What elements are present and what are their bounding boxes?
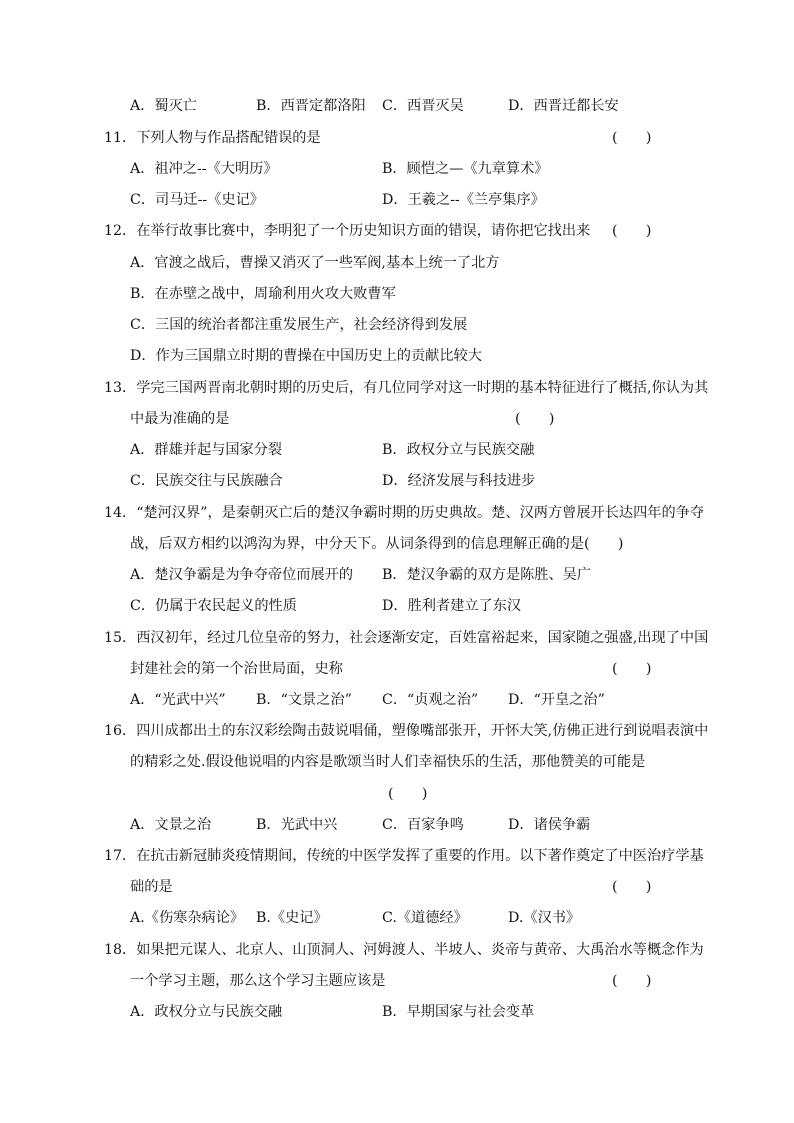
q16-stem-line1: 16．四川成都出土的东汉彩绘陶击鼓说唱俑，塑像嘴部张开，开怀大笑,仿佛正进行到说唱表演中 <box>104 723 709 739</box>
q16-stem-line2: 的精彩之处.假设他说唱的内容是歌颂当时人们幸福快乐的生活，那他赞美的可能是 <box>130 754 646 770</box>
q17-option-c: C.《道德经》 <box>382 910 468 926</box>
q13-answer-bracket: ( ) <box>515 411 555 427</box>
q10-option-c: C．西晋灭吴 <box>382 98 464 114</box>
q17-stem-line1: 17．在抗击新冠肺炎疫情期间，传统的中医学发挥了重要的作用。以下著作奠定了中医治疗学基 <box>104 848 704 864</box>
q11-option-b: B．顾恺之—《九章算术》 <box>382 161 549 177</box>
q12-answer-bracket: ( ) <box>612 223 652 239</box>
q16-bracket-row <box>0 783 794 805</box>
q15-option-c: C．“贞观之治” <box>382 692 479 708</box>
q13-options-row2 <box>0 470 794 492</box>
q15-stem-line2: 封建社会的第一个治世局面，史称 <box>130 661 343 677</box>
q17-options <box>0 907 794 929</box>
q14-options-row1 <box>0 564 794 586</box>
q18-option-a: A．政权分立与民族交融 <box>130 1004 283 1020</box>
q17-option-b: B.《史记》 <box>256 910 328 926</box>
q17-option-d: D.《汉书》 <box>508 910 581 926</box>
q13-stem-line2: 中最为准确的是 <box>130 411 230 427</box>
q17-bracket-row <box>0 876 794 898</box>
q14-answer-bracket: ( ) <box>584 536 624 552</box>
q13-option-b: B．政权分立与民族交融 <box>382 442 535 458</box>
q14-stem-line2-text: 战，后双方相约以鸿沟为界，中分天下。从词条得到的信息理解正确的是 <box>130 536 585 552</box>
q16-option-d: D．诸侯争霸 <box>508 817 591 833</box>
q14-stem-line1: 14．“楚河汉界”，是秦朝灭亡后的楚汉争霸时期的历史典故。楚、汉两方曾展开长达四年的争夺 <box>104 505 705 521</box>
q12-bracket-row <box>0 220 794 242</box>
q13-option-a: A．群雄并起与国家分裂 <box>130 442 283 458</box>
q18-answer-bracket: ( ) <box>612 973 652 989</box>
q10-option-d: D．西晋迁都长安 <box>508 98 619 114</box>
q15-bracket-row <box>0 658 794 680</box>
q11-option-d: D．王羲之--《兰亭集序》 <box>382 192 545 208</box>
q12-option-b: B．在赤壁之战中，周瑜利用火攻大败曹军 <box>130 286 396 302</box>
q13-bracket-row <box>0 408 794 430</box>
q10-option-b: B．西晋定都洛阳 <box>256 98 366 114</box>
q18-stem-line1: 18．如果把元谋人、北京人、山顶洞人、河姆渡人、半坡人、炎帝与黄帝、大禹治水等概念作为 <box>104 942 704 958</box>
q18-option-b: B．早期国家与社会变革 <box>382 1004 535 1020</box>
q13-option-c: C．民族交往与民族融合 <box>130 473 283 489</box>
q13-options-row1 <box>0 439 794 461</box>
q15-options <box>0 689 794 711</box>
q11-option-a: A．祖冲之--《大明历》 <box>130 161 278 177</box>
q16-answer-bracket: ( ) <box>388 786 428 802</box>
q15-option-d: D．“开皇之治” <box>508 692 605 708</box>
q18-options-row1 <box>0 1001 794 1023</box>
q14-stem-line2 <box>130 533 623 555</box>
q14-option-d: D．胜利者建立了东汉 <box>382 598 522 614</box>
q15-answer-bracket: ( ) <box>612 661 652 677</box>
q16-options <box>0 814 794 836</box>
q18-bracket-row <box>0 970 794 992</box>
q17-option-a: A.《伤寒杂病论》 <box>130 910 245 926</box>
q16-option-c: C．百家争鸣 <box>382 817 464 833</box>
q13-stem-line1: 13．学完三国两晋南北朝时期的历史后，有几位同学对这一时期的基本特征进行了概括,你认为其 <box>104 380 709 396</box>
q12-option-a: A．官渡之战后，曹操又消灭了一些军阀,基本上统一了北方 <box>130 255 500 271</box>
q16-option-b: B．光武中兴 <box>256 817 338 833</box>
q15-option-b: B．“文景之治” <box>256 692 352 708</box>
q10-option-a: A．蜀灭亡 <box>130 98 197 114</box>
q11-bracket-row <box>0 127 794 149</box>
q12-option-c: C．三国的统治者都注重发展生产，社会经济得到发展 <box>130 317 468 333</box>
q14-options-row2 <box>0 595 794 617</box>
q16-option-a: A．文景之治 <box>130 817 212 833</box>
q14-option-b: B．楚汉争霸的双方是陈胜、吴广 <box>382 567 592 583</box>
q15-option-a: A．“光武中兴” <box>130 692 226 708</box>
q13-option-d: D．经济发展与科技进步 <box>382 473 536 489</box>
q11-options-row2 <box>0 189 794 211</box>
q12-option-d: D．作为三国鼎立时期的曹操在中国历史上的贡献比较大 <box>130 348 482 364</box>
q10-options <box>0 95 794 117</box>
q11-option-c: C．司马迁--《史记》 <box>130 192 264 208</box>
q17-stem-line2: 础的是 <box>130 879 173 895</box>
q14-option-c: C．仍属于农民起义的性质 <box>130 598 297 614</box>
q11-options-row1 <box>0 158 794 180</box>
q12-stem: 12．在举行故事比赛中，李明犯了一个历史知识方面的错误，请你把它找出来 <box>104 223 591 239</box>
q15-stem-line1: 15．西汉初年，经过几位皇帝的努力，社会逐渐安定，百姓富裕起来，国家随之强盛,出现了中国 <box>104 630 709 646</box>
q11-stem: 11．下列人物与作品搭配错误的是 <box>104 130 321 146</box>
q18-stem-line2: 一个学习主题，那么这个学习主题应该是 <box>130 973 386 989</box>
q17-answer-bracket: ( ) <box>612 879 652 895</box>
q14-option-a: A．楚汉争霸是为争夺帝位而展开的 <box>130 567 354 583</box>
q11-answer-bracket: ( ) <box>612 130 652 146</box>
